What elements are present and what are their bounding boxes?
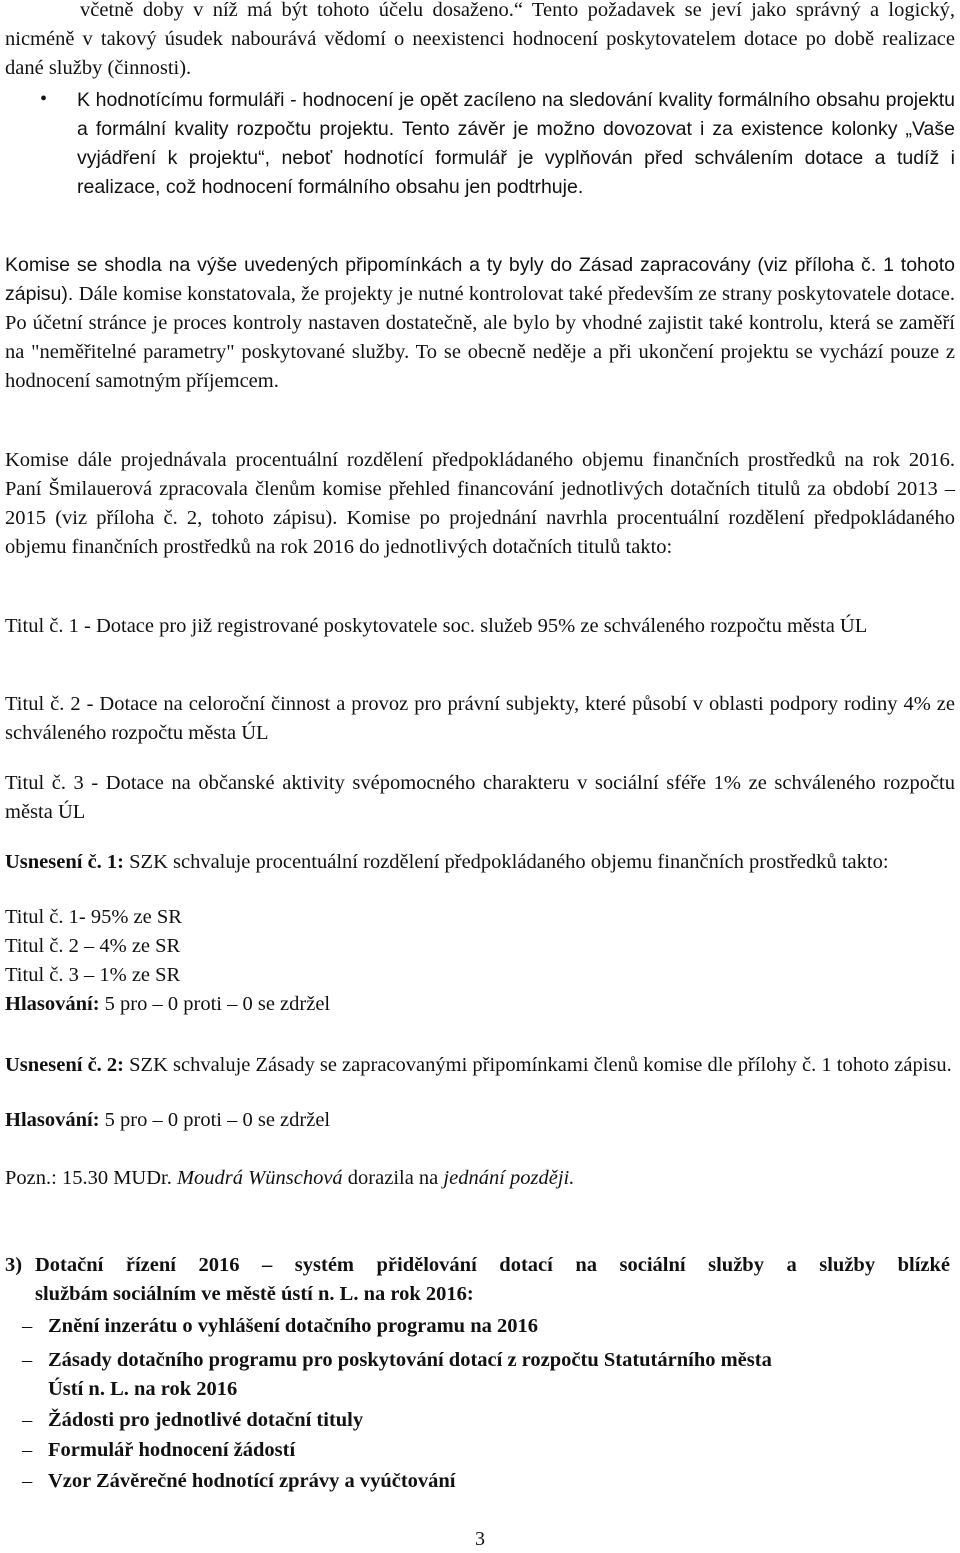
dash-icon: – [22,1439,33,1461]
intro-line-a: včetně doby v níž má být tohoto účelu dosaženo.“ [80,0,523,21]
bullet-part2: Tento závěr je možno dovozovat i za existence kolonky „Vaše vyjádření k projektu“, neboť hodnotící formulář je vyplňován před schválením dotace a tudíž i realizace, což hodnocení formálního obsahu jen podtrhuje. [77,118,955,198]
resolution-1-line-3: Titul č. 3 – 1% ze SR [5,964,181,986]
section-3-item [22,1467,957,1496]
title-1: Titul č. 1 - Dotace pro již registrované poskytovatele soc. služeb 95% ze schváleného rozpočtu města ÚL [5,615,868,637]
bullet-paragraph [77,86,955,202]
vote-label: Hlasování: [5,1109,100,1131]
note-name: Moudrá Wünschová [176,1167,343,1189]
committee-paragraph [5,251,955,396]
resolution-1 [5,848,955,877]
resolution-2-vote [5,1109,955,1132]
section-3-item-text: Znění inzerátu o vyhlášení dotačního programu na 2016 [48,1315,538,1337]
intro-paragraph [5,0,955,83]
resolution-1-line-1: Titul č. 1- 95% ze SR [5,906,182,928]
vote-text: 5 pro – 0 proti – 0 se zdržel [99,993,331,1015]
title-3: Titul č. 3 - Dotace na občanské aktivity svépomocného charakteru v sociální sféře 1% ze schváleného rozpočtu města ÚL [5,772,955,823]
para1-s3: Po účetní stránce je proces kontroly nastaven dostatečně, ale bylo by vhodné zajistit také kontrolu, která se zaměří na "neměřitelné parametry" poskytované služby. [5,312,955,363]
intro-line-b: Tento požadavek se jeví jako správný a logický, nicméně v takový úsudek nabourává vědomí o neexistenci hodnocení poskytovatelem dotace po době realizace dané služby (činnosti). [5,0,955,79]
para1-s1: Komise se shodla na výše uvedených připomínkách a ty byly do Zásad zapracovány (viz příloha č. 1 tohoto zápisu). [5,254,955,305]
vote-text: 5 pro – 0 proti – 0 se zdržel [99,1109,331,1131]
para1-s4: To se obecně neděje a při ukončení projektu se vychází pouze z hodnocení samotným příjemcem. [5,341,955,392]
dash-icon: – [22,1349,33,1371]
vote-label: Hlasování: [5,993,100,1015]
resolution-1-label: Usnesení č. 1: [5,851,125,873]
para1-s2: Dále komise konstatovala, že projekty je nutné kontrolovat také především ze strany poskytovatele dotace. [78,283,955,305]
note-line [5,1167,955,1190]
title-2: Titul č. 2 - Dotace na celoroční činnost a provoz pro právní subjekty, které působí v oblasti podpory rodiny 4% ze schváleného rozpočtu města ÚL [5,693,955,744]
page-number: 3 [475,1528,485,1550]
section-3-item [22,1406,957,1435]
resolution-1-line-2: Titul č. 2 – 4% ze SR [5,935,181,957]
section-3-item-text: Zásady dotačního programu pro poskytování dotací z rozpočtu Statutárního města [48,1349,772,1371]
note-prefix: Pozn.: 15.30 MUDr. [5,1167,177,1189]
bullet-icon: • [40,88,48,110]
dash-icon: – [22,1470,33,1492]
section-3-item-text: Vzor Závěrečné hodnotící zprávy a vyúčtování [48,1470,456,1492]
resolution-1-text: SZK schvaluje procentuální rozdělení předpokládaného objemu finančních prostředků takto: [124,851,889,873]
resolution-2-text: SZK schvaluje Zásady se zapracovanými připomínkami členů komise dle přílohy č. 1 tohoto zápisu. [124,1054,952,1076]
section-3-item [22,1312,957,1341]
note-end: jednání později. [443,1167,575,1189]
section-3-heading-line-2: službám sociálním ve městě ústí n. L. na rok 2016: [35,1283,474,1305]
section-3-item [22,1346,957,1375]
bullet-part1: K hodnotícímu formuláři - hodnocení je opět zacíleno na sledování kvality formálního obsahu projektu a formální kvality rozpočtu projektu. [77,89,955,140]
section-3-item-continuation: Ústí n. L. na rok 2016 [48,1378,238,1400]
section-3-item-text: Formulář hodnocení žádostí [48,1439,296,1461]
financing-paragraph: Komise dále projednávala procentuální rozdělení předpokládaného objemu finančních prostředků na rok 2016. Paní Šmilauerová zpracovala členům komise přehled financování jednotlivých dotačních titulů za období 2013 – 2015 (viz příloha č. 2, tohoto zápisu). Komise po projednání navrhla procentuální rozdělení předpokládaného objemu finančních prostředků na rok 2016 do jednotlivých dotačních titulů takto: [5,449,955,558]
section-3-heading-line-1: Dotační řízení 2016 – systém přidělování dotací na sociální služby a služby blízké [35,1254,950,1276]
dash-icon: – [22,1409,33,1431]
section-3-item [22,1436,957,1465]
dash-icon: – [22,1315,33,1337]
resolution-2-label: Usnesení č. 2: [5,1054,125,1076]
resolution-1-vote [5,993,955,1016]
section-3-item-text: Žádosti pro jednotlivé dotační tituly [48,1409,364,1431]
note-mid: dorazila na [342,1167,444,1189]
section-3-number: 3) [5,1254,23,1276]
resolution-2 [5,1051,955,1080]
section-3-heading [5,1254,955,1277]
